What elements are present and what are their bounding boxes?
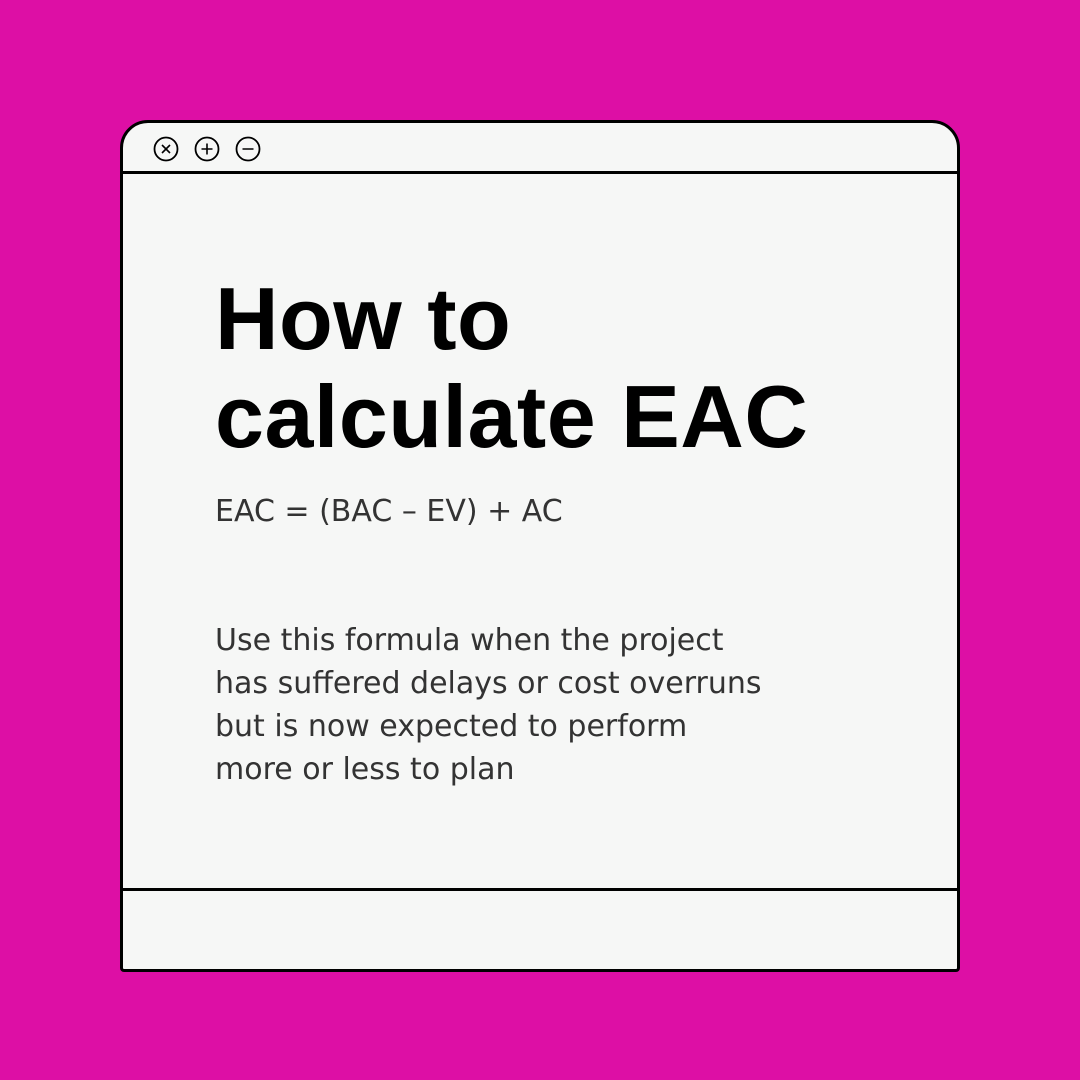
formula-text: EAC = (BAC – EV) + AC xyxy=(215,494,563,529)
plus-icon[interactable] xyxy=(194,136,220,162)
description-line: has suffered delays or cost overruns xyxy=(215,666,762,701)
page-title xyxy=(215,270,808,466)
window-frame xyxy=(120,120,960,972)
description-line: more or less to plan xyxy=(215,752,515,787)
description-line: but is now expected to perform xyxy=(215,709,688,744)
description-line: Use this formula when the project xyxy=(215,623,724,658)
title-line: How to xyxy=(215,269,512,368)
description-text xyxy=(215,619,762,791)
window-content xyxy=(123,174,957,894)
minus-icon[interactable] xyxy=(235,136,261,162)
window-footer xyxy=(123,888,957,969)
close-icon[interactable] xyxy=(153,136,179,162)
window-titlebar xyxy=(123,123,957,174)
title-line: calculate EAC xyxy=(215,367,809,466)
